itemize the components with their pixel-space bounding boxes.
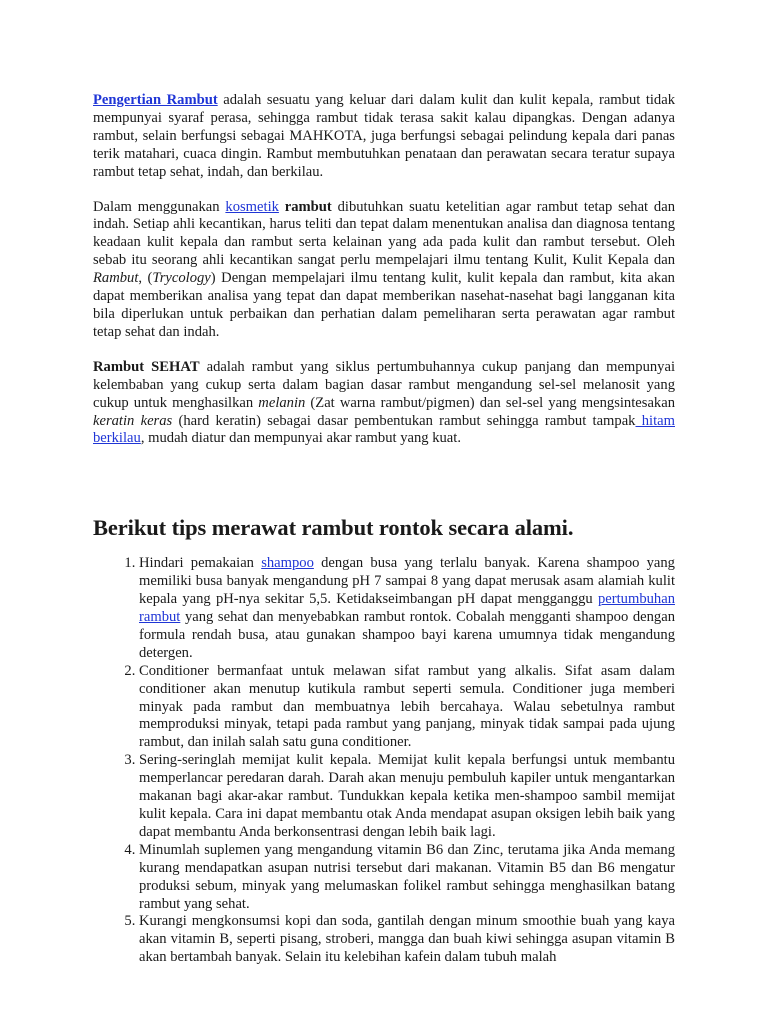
italic-text: keratin keras <box>93 412 173 429</box>
bold-text: rambut <box>284 198 332 215</box>
italic-text: Rambut <box>93 270 139 287</box>
link-kosmetik[interactable]: kosmetik <box>225 198 279 215</box>
paragraph-text: adalah rambut yang siklus pertumbuhannya cukup panjang dan mempunyai kelembaban yang cukup serta dalam bagian dasar rambut mengandung sel-sel melanosit yang cukup untuk menghasilkan <box>93 358 676 411</box>
item-text: dengan busa yang terlalu banyak. Karena shampoo yang memiliki busa banyak mengandung pH 7 sampai 8 yang dapat merusak asam alamiah kulit kepala yang pH-nya sekitar 5,5. Ketidakseimbangan pH dapat mengganggu <box>139 555 675 608</box>
paragraph-pengertian-rambut <box>93 92 675 182</box>
list-item: 3. Sering-seringlah memijat kulit kepala. Memijat kulit kepala berfungsi untuk membantu memperlancar peredaran darah. Darah akan menuju pembuluh kapiler untuk mengantarkan makanan bagi akar-akar rambut. Tundukkan kepala ketika men-shampoo sambil memijat kulit kepala. Cara ini dapat membantu otak Anda mendapat asupan oksigen lebih baik yang dapat membantu Anda berkonsentrasi dengan lebih baik lagi. <box>139 752 675 842</box>
list-item: 4. Minumlah suplemen yang mengandung vitamin B6 dan Zinc, terutama jika Anda memang kurang mendapatkan asupan nutrisi tersebut dari makanan. Vitamin B5 dan B6 mengatur produksi sebum, minyak yang melumaskan folikel rambut sehingga menghasilkan batang rambut yang sehat. <box>139 842 675 914</box>
italic-text: Trycology <box>152 270 211 287</box>
link-shampoo[interactable]: shampoo <box>261 555 314 572</box>
document-body <box>93 92 675 967</box>
item-text: yang sehat dan menyebabkan rambut rontok. Cobalah mengganti shampoo dengan formula rendah busa, atau gunakan shampoo bayi karena umumnya tidak mengandung detergen. <box>139 609 675 661</box>
list-item: 5. Kurangi mengkonsumsi kopi dan soda, gantilah dengan minum smoothie buah yang kaya akan vitamin B, seperti pisang, stroberi, mangga dan buah kiwi sehingga asupan vitamin B akan bertambah banyak. Selain itu kelebihan kafein dalam tubuh malah <box>139 913 675 967</box>
paragraph-text: , ( <box>138 270 153 287</box>
list-item: 2. Conditioner bermanfaat untuk melawan sifat rambut yang alkalis. Sifat asam dalam conditioner akan menutup kutikula rambut seperti semula. Conditioner juga memberi minyak pada rambut dan membuatnya lebih bercahaya. Walau sebetulnya rambut memproduksi minyak, tetapi pada rambut yang panjang, minyak tidak sampai pada ujung rambut, dan inilah salah satu guna conditioner. <box>139 663 675 753</box>
item-text: Hindari pemakaian <box>139 555 262 572</box>
link-pertumbuhan-rambut[interactable]: pertumbuhan rambut <box>139 591 675 626</box>
paragraph-text: (hard keratin) sebagai dasar pembentukan rambut sehingga rambut tampak <box>172 412 636 429</box>
tips-list <box>93 555 675 967</box>
paragraph-kosmetik <box>93 199 675 342</box>
link-pengertian-rambut[interactable]: Pengertian Rambut <box>93 92 218 108</box>
paragraph-text: adalah sesuatu yang keluar dari dalam kulit dan kulit kepala, rambut tidak mempunyai syaraf perasa, sehingga rambut tidak terasa sakit kalau dipangkas. Dengan adanya rambut, selain berfungsi sebagai MAHKOTA, juga berfungsi sebagai pelindung kepala dari panas terik matahari, cuaca dingin. Rambut membutuhkan penataan dan perawatan secara teratur supaya rambut tetap sehat, indah, dan berkilau. <box>93 92 675 180</box>
section-heading: Berikut tips merawat rambut rontok secara alami. <box>93 515 574 541</box>
list-item <box>139 555 675 662</box>
paragraph-text: ) Dengan mempelajari ilmu tentang kulit, kulit kepala dan rambut, kita akan dapat memberikan analisa yang tepat dan dapat memberikan nasehat-nasehat bagi langganan kita bila diperlukan untuk perbaikan dan perhatian dalam pemeliharan serta perawatan agar rambut tetap sehat dan indah. <box>93 270 675 340</box>
paragraph-text: (Zat warna rambut/pigmen) dan sel-sel yang mengsintesakan <box>305 394 675 411</box>
paragraph-text: dibutuhkan suatu ketelitian agar rambut tetap sehat dan indah. Setiap ahli kecantikan, harus teliti dan tepat dalam menentukan analisa dan diagnosa tentang keadaan kulit kepala dan rambut serta kelainan yang ada pada kulit dan rambut tersebut. Oleh sebab itu seorang ahli kecantikan sangat perlu mempelajari ilmu tentang Kulit, Kulit Kepala dan <box>93 198 675 269</box>
bold-text: Rambut SEHAT <box>93 358 200 375</box>
paragraph-text: Dalam menggunakan <box>93 198 226 215</box>
paragraph-rambut-sehat <box>93 359 675 449</box>
italic-text: melanin <box>258 394 306 411</box>
paragraph-text: , mudah diatur dan mempunyai akar rambut yang kuat. <box>140 430 461 447</box>
link-hitam-berkilau[interactable]: hitam berkilau <box>93 412 675 447</box>
